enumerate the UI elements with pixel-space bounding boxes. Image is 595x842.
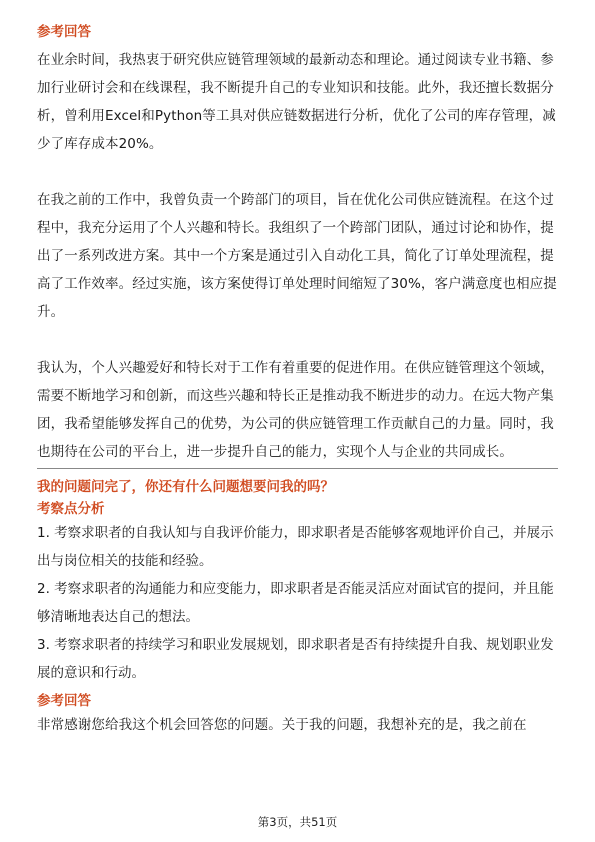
reference-answer-heading: 参考回答 [37, 24, 91, 40]
page-number: 第3页，共51页 [257, 815, 338, 829]
analysis-item-3: 3. 考察求职者的持续学习和职业发展规划，即求职者是否有持续提升自我、规划职业发展的意识和行动。 [37, 637, 554, 681]
reference-answer-heading-2: 参考回答 [37, 693, 91, 709]
page-content [37, 22, 558, 739]
analysis-heading: 考察点分析 [37, 501, 105, 517]
answer-paragraph-1: 在业余时间，我热衷于研究供应链管理领域的最新动态和理论。通过阅读专业书籍、参加行业研讨会和在线课程，我不断提升自己的专业知识和技能。此外，我还擅长数据分析，曾利用Excel和Python等工具对供应链数据进行分析，优化了公司的库存管理，减少了库存成本20%。 [37, 52, 556, 152]
analysis-item-1: 1. 考察求职者的自我认知与自我评价能力，即求职者是否能够客观地评价自己，并展示出与岗位相关的技能和经验。 [37, 525, 554, 569]
section-divider [37, 468, 558, 469]
question-heading: 我的问题问完了，你还有什么问题想要问我的吗？ [37, 479, 334, 495]
answer-paragraph-2: 在我之前的工作中，我曾负责一个跨部门的项目，旨在优化公司供应链流程。在这个过程中，我充分运用了个人兴趣和特长。我组织了一个跨部门团队，通过讨论和协作，提出了一系列改进方案。其中一个方案是通过引入自动化工具，简化了订单处理流程，提高了工作效率。经过实施，该方案使得订单处理时间缩短了30%，客户满意度也相应提升。 [37, 192, 557, 320]
answer-paragraph-3: 我认为，个人兴趣爱好和特长对于工作有着重要的促进作用。在供应链管理这个领域，需要不断地学习和创新，而这些兴趣和特长正是推动我不断进步的动力。在远大物产集团，我希望能够发挥自己的优势，为公司的供应链管理工作贡献自己的力量。同时，我也期待在公司的平台上，进一步提升自己的能力，实现个人与企业的共同成长。 [37, 360, 554, 460]
analysis-item-2: 2. 考察求职者的沟通能力和应变能力，即求职者是否能灵活应对面试官的提问，并且能够清晰地表达自己的想法。 [37, 581, 554, 625]
answer-paragraph-4: 非常感谢您给我这个机会回答您的问题。关于我的问题，我想补充的是，我之前在 [37, 717, 527, 733]
